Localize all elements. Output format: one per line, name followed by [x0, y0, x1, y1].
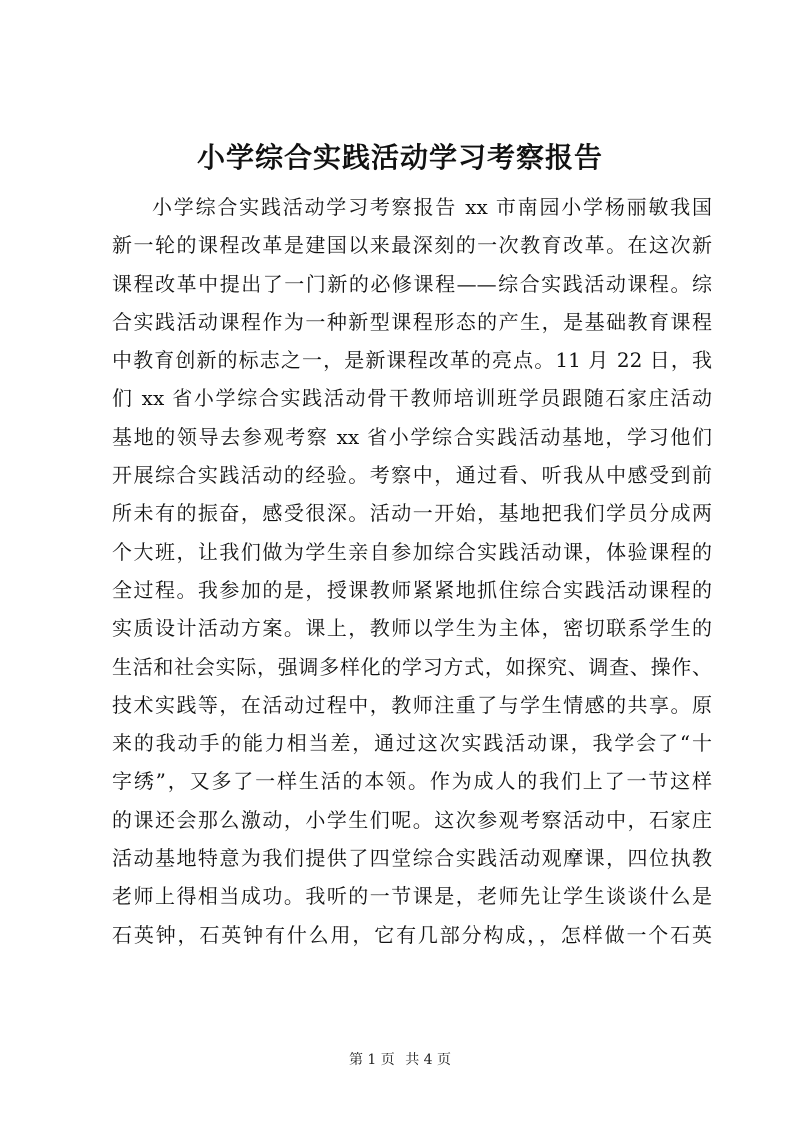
body-line: 新一轮的课程改革是建国以来最深刻的一次教育改革。在这次新 [112, 233, 712, 258]
body-line: 小学综合实践活动学习考察报告 xx 市南园小学杨丽敏我国 [152, 195, 712, 219]
page-footer [0, 1050, 800, 1070]
body-line: 石英钟，石英钟有什么用，它有几部分构成，，怎样做一个石英 [112, 922, 712, 947]
body-line: 中教育创新的标志之一，是新课程改革的亮点。11 月 22 日，我 [112, 348, 712, 373]
body-line: 个大班，让我们做为学生亲自参加综合实践活动课，体验课程的 [112, 539, 712, 564]
body-line: 的课还会那么激动，小学生们呢。这次参观考察活动中，石家庄 [112, 807, 712, 832]
body-line: 们 xx 省小学综合实践活动骨干教师培训班学员跟随石家庄活动 [112, 386, 712, 411]
body-line: 所未有的振奋，感受很深。活动一开始，基地把我们学员分成两 [112, 501, 712, 526]
body-line: 生活和社会实际，强调多样化的学习方式，如探究、调查、操作、 [112, 654, 712, 679]
body-line: 全过程。我参加的是，授课教师紧紧地抓住综合实践活动课程的 [112, 577, 712, 602]
body-line: 开展综合实践活动的经验。考察中，通过看、听我从中感受到前 [112, 463, 712, 488]
body-line: 基地的领导去参观考察 xx 省小学综合实践活动基地，学习他们 [112, 424, 712, 449]
body-line: 技术实践等，在活动过程中，教师注重了与学生情感的共享。原 [112, 692, 712, 717]
body-line: 实质设计活动方案。课上，教师以学生为主体，密切联系学生的 [112, 616, 712, 641]
body-line: 活动基地特意为我们提供了四堂综合实践活动观摩课，四位执教 [112, 846, 712, 871]
body-line: 合实践活动课程作为一种新型课程形态的产生，是基础教育课程 [112, 309, 712, 334]
body-line: 来的我动手的能力相当差，通过这次实践活动课，我学会了“十 [112, 731, 712, 756]
body-line: 字绣”，又多了一样生活的本领。作为成人的我们上了一节这样 [112, 769, 712, 794]
body-line: 老师上得相当成功。我听的一节课是，老师先让学生谈谈什么是 [112, 884, 712, 909]
page-number: 第 1 页 [348, 1052, 395, 1068]
body-line: 课程改革中提出了一门新的必修课程——综合实践活动课程。综 [112, 271, 712, 296]
page-total: 共 4 页 [405, 1052, 452, 1068]
document-title: 小学综合实践活动学习考察报告 [196, 141, 603, 174]
document-body [112, 188, 712, 954]
